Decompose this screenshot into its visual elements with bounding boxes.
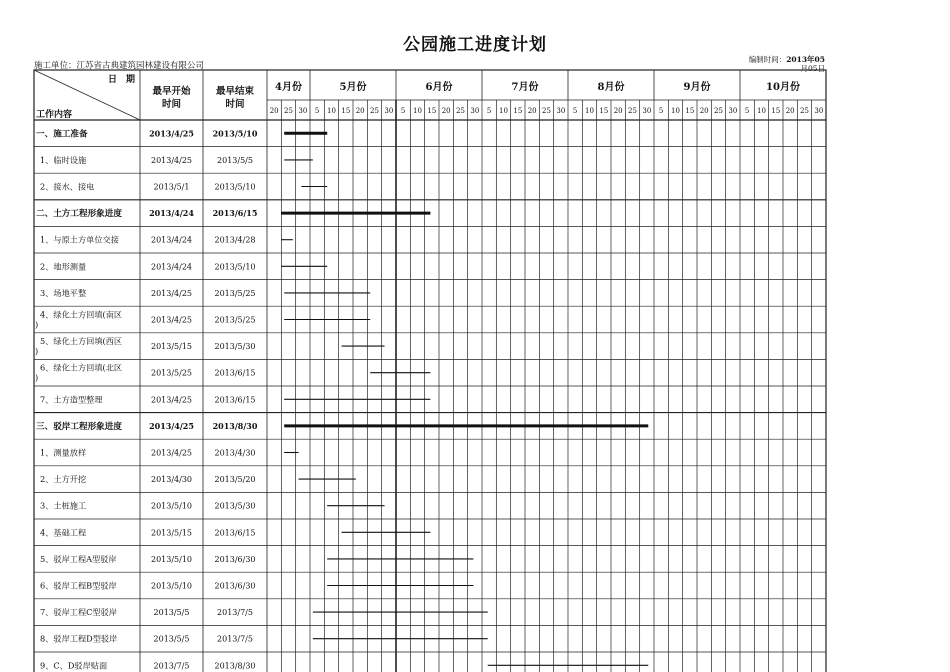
day-tick-label: 20 [785,107,795,115]
task-start-date: 2013/4/24 [150,235,193,245]
day-tick-label: 20 [441,107,451,115]
month-label: 6月份 [425,82,453,93]
day-tick-label: 5 [572,107,578,115]
task-end-date: 2013/7/5 [217,608,253,618]
task-name: 2、接水、接电 [40,181,95,192]
day-tick-label: 25 [628,107,637,115]
task-start-date: 2013/4/25 [149,128,194,139]
task-end-date: 2013/4/28 [214,235,256,245]
task-end-date: 2013/5/25 [214,288,256,298]
task-name-wrap: ) [35,346,39,357]
task-start-date: 2013/5/5 [153,634,190,644]
task-name: 6、驳岸工程B型驳岸 [40,580,117,591]
day-tick-label: 25 [800,107,809,115]
task-start-date: 2013/4/30 [150,475,193,485]
task-start-date: 2013/5/10 [150,554,193,564]
task-start-date: 2013/5/5 [153,608,190,618]
day-tick-label: 20 [355,107,365,115]
task-name: 4、基础工程 [40,527,87,538]
task-start-date: 2013/5/1 [153,182,190,192]
day-tick-label: 5 [314,107,320,115]
task-name: 二、土方工程形象进度 [36,209,122,220]
task-name: 5、驳岸工程A型驳岸 [40,553,117,564]
task-start-date: 2013/4/24 [149,208,194,219]
day-tick-label: 10 [413,107,422,115]
day-tick-label: 5 [400,107,406,115]
task-end-date: 2013/6/30 [214,554,256,564]
task-start-date: 2013/5/15 [150,528,193,538]
task-name: 2、地形测量 [40,261,87,272]
task-start-date: 2013/7/5 [153,661,190,671]
day-tick-label: 5 [744,107,750,115]
day-tick-label: 25 [714,107,723,115]
day-tick-label: 30 [384,107,394,115]
task-name: 2、土方开挖 [40,474,87,485]
task-name: 1、测量放样 [40,447,87,458]
day-tick-label: 25 [284,107,293,115]
task-end-date: 2013/6/15 [214,395,256,405]
day-tick-label: 20 [269,107,279,115]
task-name: 3、土桩施工 [40,500,87,511]
day-tick-label: 5 [658,107,664,115]
task-start-date: 2013/4/25 [150,155,193,165]
day-tick-label: 10 [585,107,594,115]
task-end-date: 2013/8/30 [212,420,258,431]
task-end-date: 2013/6/15 [212,208,258,219]
day-tick-label: 10 [671,107,680,115]
day-tick-label: 5 [486,107,492,115]
task-end-date: 2013/5/30 [214,501,256,511]
task-end-date: 2013/5/25 [214,315,256,325]
day-tick-label: 15 [685,107,695,115]
day-tick-label: 20 [699,107,709,115]
task-end-date: 2013/5/20 [214,475,256,485]
task-name: 1、临时设施 [40,154,87,165]
task-name-wrap: ) [35,372,39,383]
day-tick-label: 20 [613,107,623,115]
day-tick-label: 30 [556,107,566,115]
task-start-date: 2013/4/25 [149,420,194,431]
task-name: 7、驳岸工程C型驳岸 [40,607,117,618]
task-name: 7、土方造型整理 [40,394,103,405]
compile-date-value: 2013年05 [786,55,825,64]
month-label: 5月份 [339,82,367,93]
month-label: 9月份 [683,82,711,93]
date-header-label: 日 期 [107,75,135,85]
day-tick-label: 30 [728,107,738,115]
task-start-date: 2013/5/10 [150,581,193,591]
day-tick-label: 15 [427,107,437,115]
day-tick-label: 25 [370,107,379,115]
task-end-date: 2013/5/10 [214,182,256,192]
construction-unit: 施工单位：江苏省古典建筑园林建设有限公司 [34,61,205,71]
task-end-date: 2013/5/5 [217,155,253,165]
end-time-header: 最早结束 [215,86,255,97]
page-title: 公园施工进度计划 [403,35,547,55]
task-name: 1、与原土方单位交接 [40,234,119,245]
task-end-date: 2013/7/5 [217,634,253,644]
task-name: 一、施工准备 [36,129,88,140]
day-tick-label: 15 [341,107,351,115]
task-end-date: 2013/5/10 [214,262,256,272]
task-name: 三、驳岸工程形象进度 [36,421,122,432]
month-label: 8月份 [597,82,625,93]
task-end-date: 2013/5/30 [214,342,256,352]
task-start-date: 2013/5/15 [150,342,193,352]
task-end-date: 2013/6/30 [214,581,256,591]
day-tick-label: 25 [542,107,551,115]
day-tick-label: 30 [814,107,824,115]
task-start-date: 2013/4/25 [150,315,193,325]
day-tick-label: 30 [298,107,308,115]
start-time-header: 最早开始 [152,86,191,97]
task-name: 8、驳岸工程D型驳岸 [40,633,118,644]
task-name: 4、绿化土方回填(南区 [40,309,123,320]
day-tick-label: 10 [327,107,336,115]
task-start-date: 2013/4/25 [150,288,193,298]
month-label: 4月份 [275,82,302,93]
compile-date-value-2: 月05日 [800,64,825,73]
month-label: 7月份 [511,82,539,93]
task-name: 3、场地平整 [40,287,87,298]
task-name: 5、绿化土方回填(西区 [40,336,123,347]
task-start-date: 2013/4/25 [150,448,193,458]
work-content-header: 工作内容 [36,110,73,120]
day-tick-label: 30 [642,107,652,115]
task-end-date: 2013/5/10 [212,128,258,139]
day-tick-label: 10 [499,107,508,115]
compile-date-label: 编制时间： [748,55,787,64]
task-start-date: 2013/5/25 [150,368,193,378]
month-label: 10月份 [766,82,800,93]
task-name-wrap: ) [35,319,39,330]
task-start-date: 2013/5/10 [150,501,193,511]
day-tick-label: 25 [456,107,465,115]
task-name: 6、绿化土方回填(北区 [40,362,123,373]
task-end-date: 2013/6/15 [214,528,256,538]
end-time-header-2: 时间 [225,99,245,110]
task-end-date: 2013/4/30 [214,448,256,458]
start-time-header-2: 时间 [161,99,182,110]
task-name: 9、C、D驳岸贴面 [40,660,108,671]
day-tick-label: 20 [527,107,537,115]
task-end-date: 2013/6/15 [214,368,256,378]
day-tick-label: 15 [771,107,781,115]
day-tick-label: 15 [513,107,523,115]
task-start-date: 2013/4/25 [150,395,193,405]
day-tick-label: 10 [757,107,766,115]
day-tick-label: 15 [599,107,609,115]
task-end-date: 2013/8/30 [214,661,256,671]
task-start-date: 2013/4/24 [150,262,193,272]
day-tick-label: 30 [470,107,480,115]
